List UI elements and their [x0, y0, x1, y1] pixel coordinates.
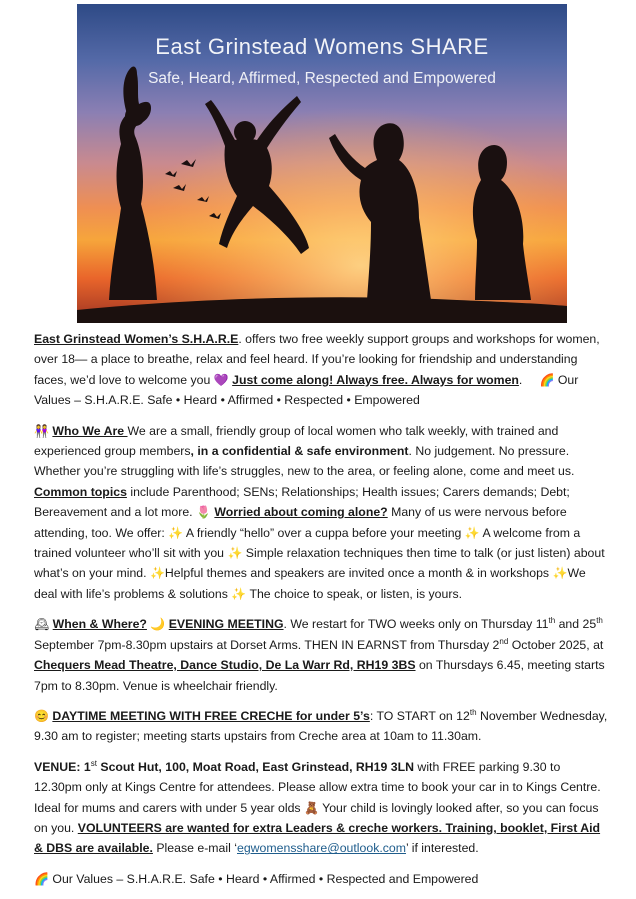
evening-venue: Chequers Mead Theatre, Dance Studio, De La Warr Rd, RH19 3BS [34, 658, 416, 673]
worried-heading: Worried about coming alone? [214, 505, 388, 520]
heart-icon: 💜 [213, 372, 229, 387]
confidential-text: , in a confidential & safe environment [190, 444, 409, 459]
when-paragraph: 🕰 When & Where? 🌙 EVENING MEETING. We restart for TWO weeks only on Thursday 11th and 25th September 7pm-8.30pm upstairs at Dorset Arms. THEN IN EARNST from Thursday 2nd October 2025, at Chequers Mead Theatre, Dance Studio, De La Warr Rd, RH19 3BS on Thursdays 6.45, meeting starts 7pm to 8.30pm. Venue is wheelchair friendly. [34, 616, 605, 693]
when-heading: When & Where? [52, 617, 147, 632]
teddy-bear-icon: 🧸 [303, 800, 319, 815]
sparkle-icon: ✨ [227, 546, 243, 561]
intro-paragraph: East Grinstead Women’s S.H.A.R.E. offers two free weekly support groups and workshops for women, over 18— a place to breathe, relax and feel heard. If you’re looking for friendship and understanding faces, we’d love to welcome you 💜 Just come along! Always free. Always for women. 🌈 Our Values – S.H.A.R.E. Safe • Heard • Affirmed • Respected • Empowered [34, 332, 600, 408]
daytime-heading: DAYTIME MEETING WITH FREE CRECHE for under 5’s [52, 708, 370, 723]
flower-icon: 🌷 [196, 505, 211, 520]
venue-address: Scout Hut, 100, Moat Road, East Grinstead, RH19 3LN [96, 759, 415, 774]
footer-values: 🌈 Our Values – S.H.A.R.E. Safe • Heard • Affirmed • Respected and Empowered [34, 871, 479, 886]
clock-icon: 🕰 [34, 617, 50, 632]
sparkle-icon: ✨ [168, 525, 184, 540]
sparkle-icon: ✨ [149, 566, 165, 581]
daytime-paragraph: 😊 DAYTIME MEETING WITH FREE CRECHE for under 5’s: TO START on 12th November Wednesday, 9.30 am to register; meeting starts upstairs from Creche area at 10am to 11.30am. [34, 707, 608, 744]
rainbow-icon: 🌈 [34, 871, 49, 886]
call-to-action: Just come along! Always free. Always for women [232, 372, 519, 387]
who-paragraph: 👭 Who We Are We are a small, friendly group of local women who talk weekly, with trained and experienced group members, in a confidential & safe environment. No judgement. No pressure. Whether you’re struggling with life’s struggles, new to the area, or feeling alone, come and meet us. Common topics include Parenthood; SENs; Relationships; Health issues; Carers demands; Debt; Bereavement and a lot more. 🌷 Worried about coming alone? Many of us were nervous before attending, too. We offer: ✨ A friendly “hello” over a cuppa before your meeting ✨ A welcome from a trained volunteer who’ll sit with you ✨ Simple relaxation techniques then time to talk (or just listen) about what’s on your mind. ✨Helpful themes and speakers are invited once a month & in workshops ✨We deal with life’s problems & solutions ✨ The choice to speak, or listen, is yours. [34, 423, 605, 601]
sparkle-icon: ✨ [231, 586, 247, 601]
flyer-body [34, 329, 608, 899]
org-name: East Grinstead Women’s S.H.A.R.E [34, 332, 239, 346]
venue-label: VENUE: 1 [34, 759, 91, 774]
sparkle-icon: ✨ [464, 525, 480, 540]
women-icon: 👭 [34, 423, 49, 438]
banner-image [77, 4, 567, 323]
smile-icon: 😊 [34, 708, 49, 723]
values-line: Our Values – S.H.A.R.E. Safe • Heard • Affirmed • Respected • Empowered [34, 372, 579, 408]
rainbow-icon: 🌈 [539, 372, 555, 387]
banner-subtitle: Safe, Heard, Affirmed, Respected and Empowered [148, 70, 496, 87]
banner-title: East Grinstead Womens SHARE [155, 34, 489, 59]
evening-meeting-label: EVENING MEETING [168, 617, 284, 632]
moon-icon: 🌙 [150, 617, 166, 632]
topics-label: Common topics [34, 484, 127, 499]
volunteers-notice: VOLUNTEERS are wanted for extra Leaders & creche workers. Training, booklet, First Aid & DBS are available. [34, 820, 601, 856]
who-heading: Who We Are [52, 423, 128, 438]
sparkle-icon: ✨ [552, 566, 568, 581]
venue-paragraph: VENUE: 1st Scout Hut, 100, Moat Road, East Grinstead, RH19 3LN with FREE parking 9.30 to 12.30pm only at Kings Centre for attendees. Please allow extra time to book your car in to Kings Centre. Ideal for mums and carers with under 5 year olds 🧸 Your child is lovingly looked after, so you can focus on you. VOLUNTEERS are wanted for extra Leaders & creche workers. Training, booklet, First Aid & DBS are available. Please e-mail ‘egwomensshare@outlook.com’ if interested. [34, 758, 601, 856]
email-link[interactable]: egwomensshare@outlook.com [237, 841, 407, 856]
